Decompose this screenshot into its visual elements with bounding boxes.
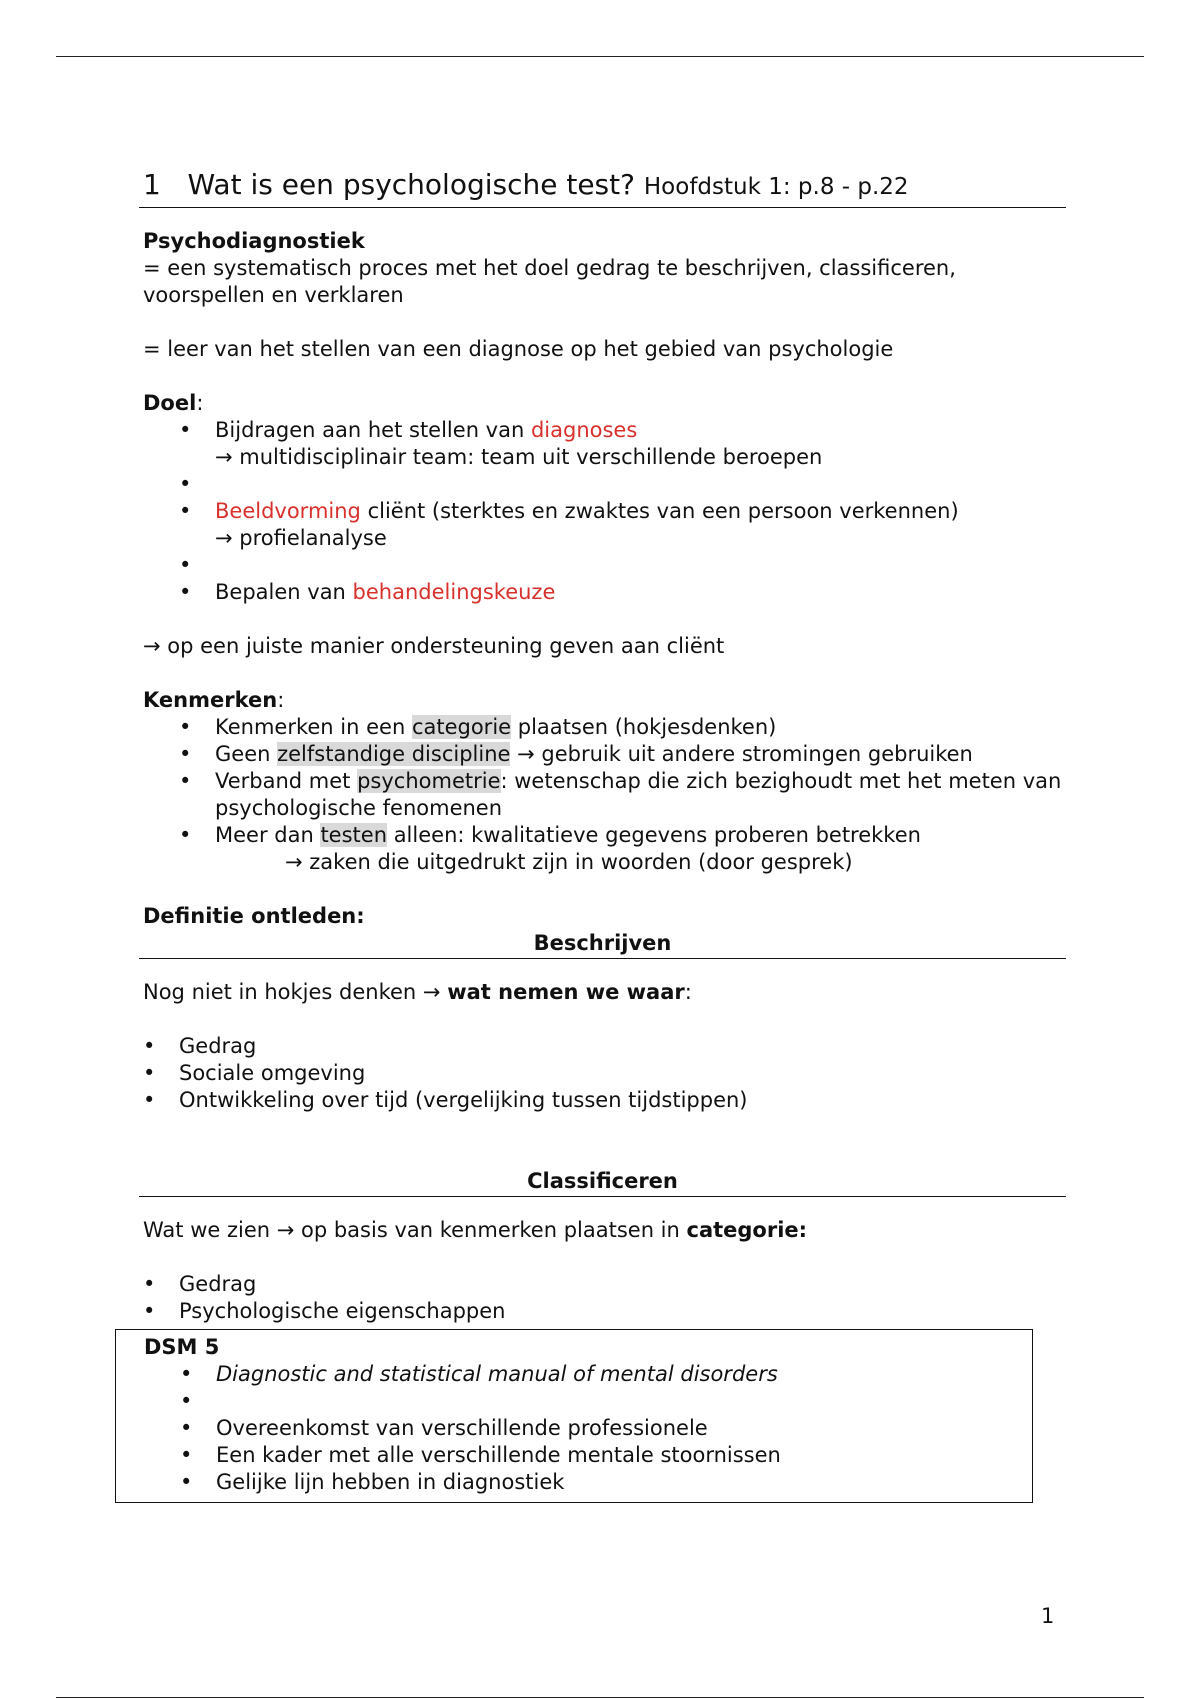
list-item: • Een kader met alle verschillende mentale stoornissen <box>144 1442 1032 1469</box>
list-item: • Psychologische eigenschappen <box>143 1298 1063 1325</box>
doel-heading: Doel: <box>143 391 204 415</box>
dsm-title: DSM 5 <box>144 1335 220 1359</box>
kenmerken-list <box>143 714 1063 876</box>
list-item: • Meer dan testen alleen: kwalitatieve gegevens proberen betrekken → zaken die uitgedrukt zijn in woorden (door gesprek) <box>143 822 1063 876</box>
doel-conclusion: → op een juiste manier ondersteuning geven aan cliënt <box>143 634 725 658</box>
document-body <box>143 168 1063 1503</box>
list-item: • Kenmerken in een categorie plaatsen (hokjesdenken) <box>143 714 1063 741</box>
list-item: • Gedrag <box>143 1033 1063 1060</box>
chapter-number: 1 <box>143 168 161 201</box>
list-item: • Bijdragen aan het stellen van diagnoses → multidisciplinair team: team uit verschillende beroepen <box>143 417 1063 471</box>
term-psychodiagnostiek: Psychodiagnostiek <box>143 229 365 253</box>
list-item: • Ontwikkeling over tijd (vergelijking tussen tijdstippen) <box>143 1087 1063 1114</box>
section-header-classificeren: Classificeren <box>139 1168 1066 1197</box>
chapter-heading <box>139 168 1066 208</box>
list-item: • Sociale omgeving <box>143 1060 1063 1087</box>
list-item: • Gedrag <box>143 1271 1063 1298</box>
chapter-subtitle: Hoofdstuk 1: p.8 - p.22 <box>643 174 909 200</box>
classificeren-intro: Wat we zien → op basis van kenmerken plaatsen in categorie: <box>143 1218 808 1242</box>
list-item: • Geen zelfstandige discipline → gebruik uit andere stromingen gebruiken <box>143 741 1063 768</box>
classificeren-list <box>143 1271 1063 1325</box>
definitie-heading: Definitie ontleden: <box>143 904 365 928</box>
definition-1: = een systematisch proces met het doel gedrag te beschrijven, classificeren, voorspellen en verklaren <box>143 256 956 307</box>
chapter-title: Wat is een psychologische test? <box>187 168 635 201</box>
list-item: • Bepalen van behandelingskeuze <box>143 579 1063 606</box>
section-header-beschrijven: Beschrijven <box>139 930 1066 959</box>
doel-list <box>143 417 1063 606</box>
dsm-box <box>115 1329 1033 1503</box>
dsm-list <box>144 1361 1032 1496</box>
list-item: • Gelijke lijn hebben in diagnostiek <box>144 1469 1032 1496</box>
list-item: • Verband met psychometrie: wetenschap die zich bezighoudt met het meten van psychologische fenomenen <box>143 768 1063 822</box>
list-item: • Beeldvorming cliënt (sterktes en zwaktes van een persoon verkennen) → profielanalyse <box>143 498 1063 552</box>
definition-2: = leer van het stellen van een diagnose op het gebied van psychologie <box>143 337 894 361</box>
list-item: • Overeenkomst van verschillende professionele <box>144 1415 1032 1442</box>
kenmerken-heading: Kenmerken: <box>143 688 285 712</box>
page-top-rule <box>56 56 1144 57</box>
beschrijven-intro: Nog niet in hokjes denken → wat nemen we waar: <box>143 980 692 1004</box>
page-number: 1 <box>1041 1604 1055 1628</box>
page-bottom-rule <box>56 1697 1144 1698</box>
beschrijven-list <box>143 1033 1063 1114</box>
list-item: • Diagnostic and statistical manual of mental disorders <box>144 1361 1032 1388</box>
